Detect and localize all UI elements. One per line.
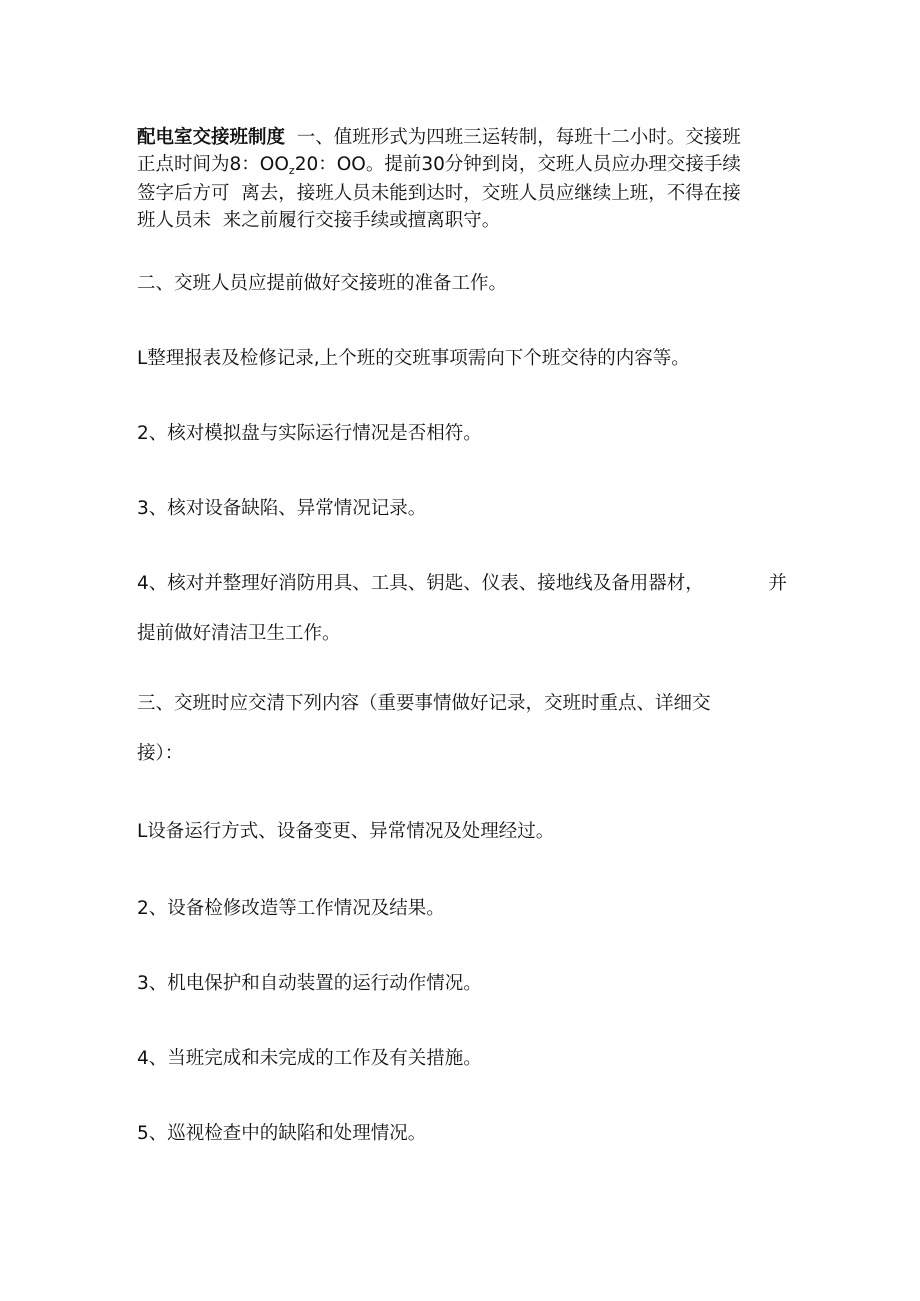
intro-line-1	[137, 124, 792, 151]
document-title: 配电室交接班制度	[137, 127, 286, 148]
section3-item-4: 4、当班完成和未完成的工作及有关措施。	[137, 1048, 482, 1069]
section2-item-4	[137, 570, 792, 597]
section3-item-2: 2、设备检修改造等工作情况及结果。	[137, 898, 445, 919]
section3-item-3: 3、机电保护和自动装置的运行动作情况。	[137, 973, 482, 994]
intro-text-2b: 20：OO。提前30分钟到岗，交班人员应办理交接手续	[294, 154, 741, 175]
section3-heading-line-2: 接）：	[137, 743, 184, 764]
section2-item-3: 3、核对设备缺陷、异常情况记录。	[137, 498, 427, 519]
intro-line-3: 签字后方可 离去，接班人员未能到达时，交班人员应继续上班，不得在接	[137, 183, 741, 204]
section3-item-5: 5、巡视检查中的缺陷和处理情况。	[137, 1123, 427, 1144]
intro-line-2	[137, 151, 792, 180]
section2-item-4-text-b: 并	[768, 573, 787, 594]
intro-text-2a: 正点时间为8：OO	[137, 154, 289, 175]
section2-item-4-line-2: 提前做好清洁卫生工作。	[137, 623, 341, 644]
intro-paragraph	[137, 124, 792, 234]
section2-item-2: 2、核对模拟盘与实际运行情况是否相符。	[137, 423, 482, 444]
section3-item-1: L设备运行方式、设备变更、异常情况及处理经过。	[137, 821, 555, 842]
intro-line-4: 班人员未 来之前履行交接手续或擅离职守。	[137, 210, 501, 231]
section2-item-4-text-a: 4、核对并整理好消防用具、工具、钥匙、仪表、接地线及备用器材，	[137, 573, 704, 594]
section2-heading: 二、交班人员应提前做好交接班的准备工作。	[137, 273, 508, 294]
section3-heading-line-1: 三、交班时应交清下列内容（重要事情做好记录，交班时重点、详细交	[137, 693, 711, 714]
section2-item-4-line-1	[137, 570, 787, 597]
intro-text-1: 一、值班形式为四班三运转制，每班十二小时。交接班	[296, 127, 741, 148]
section2-item-1: L整理报表及检修记录,上个班的交班事项需向下个班交待的内容等。	[137, 348, 690, 369]
intro-text-2-sub: z	[288, 164, 295, 177]
